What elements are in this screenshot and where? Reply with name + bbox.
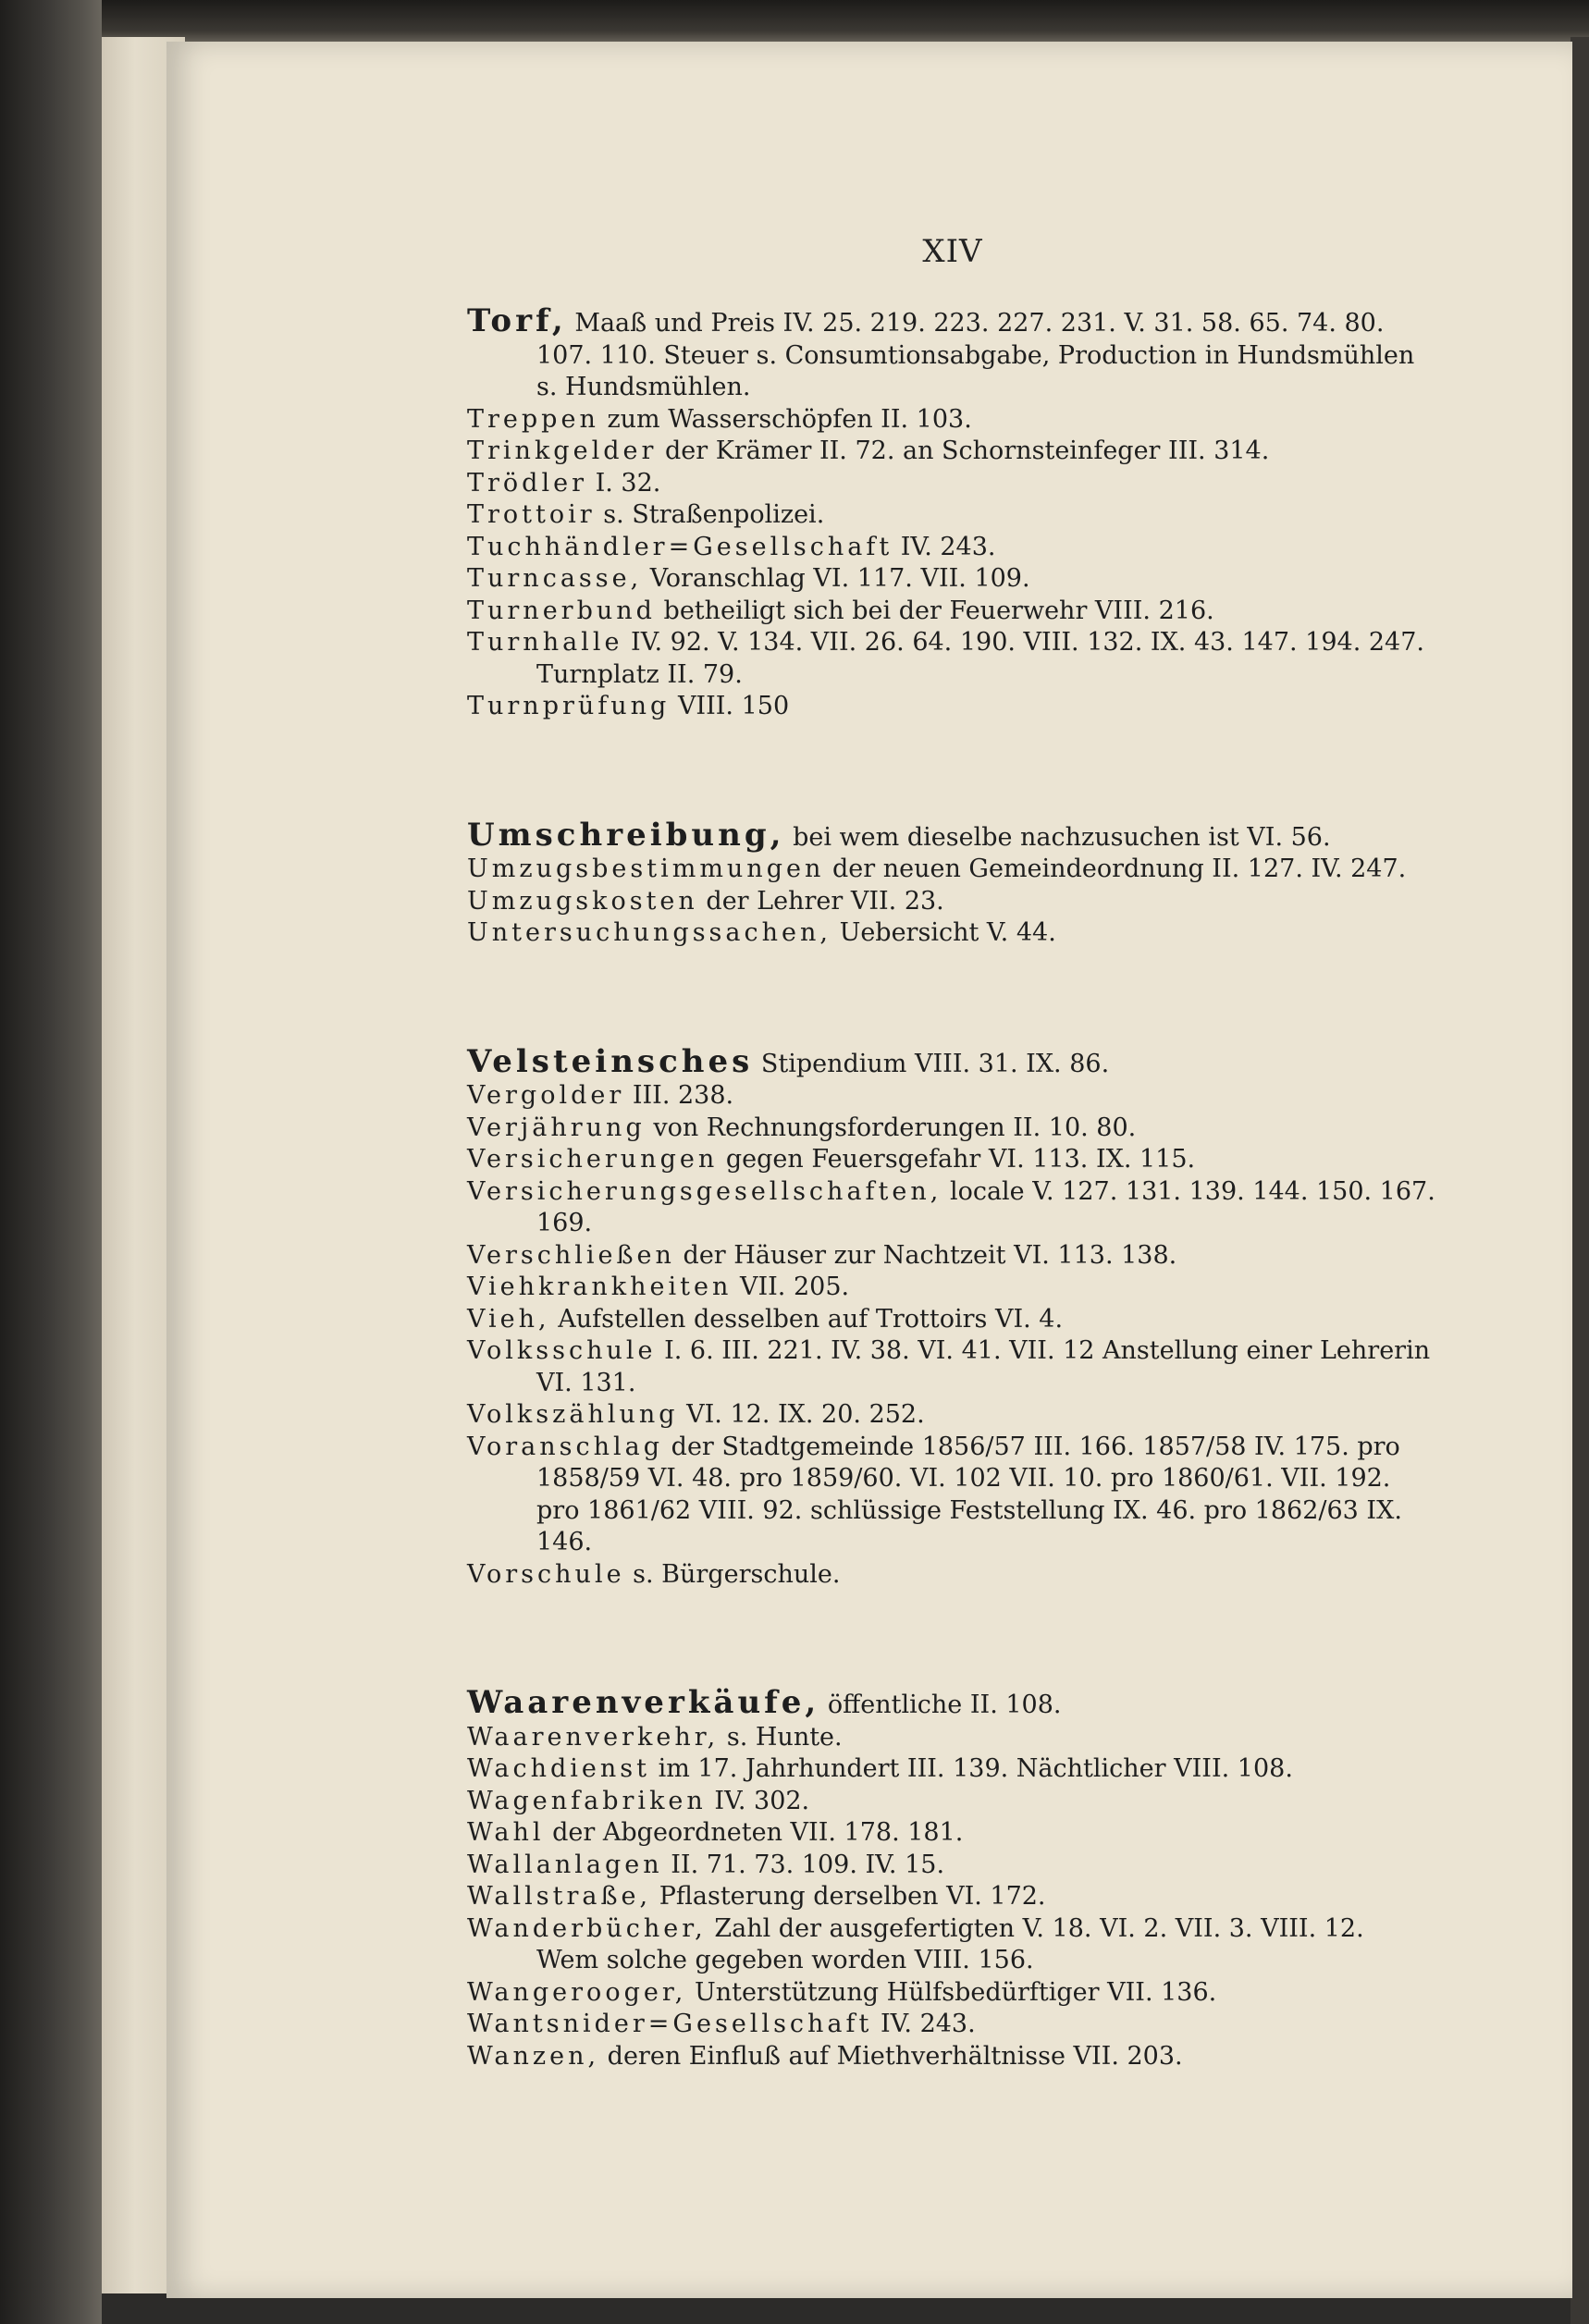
index-entry xyxy=(467,1042,1438,1081)
index-keyword: Vergolder xyxy=(467,1081,625,1110)
index-keyword: Versicherungsgesellschaften, xyxy=(467,1176,942,1206)
index-references: im 17. Jahrhundert III. 139. Nächtlicher VIII. 108. xyxy=(658,1754,1293,1783)
index-keyword: Volkszählung xyxy=(467,1400,679,1429)
index-sections xyxy=(467,302,1438,2072)
index-entry xyxy=(467,1240,1438,1273)
index-references: VII. 205. xyxy=(739,1273,850,1301)
index-keyword: Trinkgelder xyxy=(467,437,658,465)
index-keyword: Voranschlag xyxy=(467,1432,664,1461)
index-entry xyxy=(467,468,1438,500)
index-keyword: Wagenfabriken xyxy=(467,1786,707,1815)
index-references: Aufstellen desselben auf Trottoirs VI. 4. xyxy=(558,1304,1064,1334)
index-entry xyxy=(467,1432,1438,1559)
index-keyword: Umschreibung, xyxy=(467,816,785,854)
index-references: Zahl der ausgefertigten V. 18. VI. 2. VII. 3. VIII. 12. xyxy=(714,1913,1364,1943)
index-references: betheiligt sich bei der Feuerwehr VIII. 216. xyxy=(663,596,1214,625)
index-keyword: Wanzen, xyxy=(467,2041,600,2071)
index-keyword: Umzugsbestimmungen xyxy=(467,855,825,883)
section-gap xyxy=(467,723,1438,819)
index-entry xyxy=(467,2009,1438,2041)
index-references: von Rechnungsforderungen II. 10. 80. xyxy=(653,1113,1137,1142)
index-entry xyxy=(467,1144,1438,1176)
index-keyword: Wangerooger, xyxy=(467,1977,687,2007)
index-entry xyxy=(467,1080,1438,1113)
index-references: der Stadtgemeinde 1856/57 III. 166. 1857/58 IV. 175. pro 1858/59 VI. 48. pro 1859/60. VI. 102 VII. 10. pro 1860/61. VII. 192. pro 1861/62 VIII. 92. schlüssige Feststellung IX. 46. pro 1862/63 IX. 146. xyxy=(536,1432,1402,1556)
index-entry xyxy=(467,691,1438,723)
index-references: Pflasterung derselben VI. 172. xyxy=(659,1882,1046,1911)
index-entry xyxy=(467,404,1438,437)
index-references: IV. 243. xyxy=(900,532,996,561)
index-entry xyxy=(467,2041,1438,2073)
index-keyword: Untersuchungssachen, xyxy=(467,918,831,947)
index-entry xyxy=(467,917,1438,950)
index-keyword: Tuchhändler=Gesellschaft xyxy=(467,532,893,561)
index-keyword: Wallanlagen xyxy=(467,1850,663,1879)
index-entry xyxy=(467,436,1438,468)
index-keyword: Turncasse, xyxy=(467,564,643,593)
index-section-w xyxy=(467,1684,1438,2072)
index-entry xyxy=(467,1817,1438,1850)
index-keyword: Wanderbücher, xyxy=(467,1913,707,1943)
index-entry xyxy=(467,1881,1438,1913)
index-entry xyxy=(467,1272,1438,1304)
index-keyword: Wantsnider=Gesellschaft xyxy=(467,2010,873,2038)
index-section-t xyxy=(467,302,1438,723)
index-references: der Abgeordneten VII. 178. 181. xyxy=(552,1818,964,1847)
index-references: öffentliche II. 108. xyxy=(827,1691,1062,1719)
index-references: der neuen Gemeindeordnung II. 127. IV. 247. xyxy=(831,855,1407,883)
index-keyword: Versicherungen xyxy=(467,1145,719,1174)
index-entry xyxy=(467,816,1438,855)
index-entry xyxy=(467,1786,1438,1818)
page-number: XIV xyxy=(922,233,983,270)
index-entry xyxy=(467,627,1438,691)
index-references: der Häuser zur Nachtzeit VI. 113. 138. xyxy=(683,1240,1177,1270)
index-keyword: Waarenverkehr, xyxy=(467,1722,720,1752)
index-entry xyxy=(467,1753,1438,1786)
index-entry xyxy=(467,1113,1438,1145)
index-content xyxy=(467,302,1438,2072)
index-keyword: Turnprüfung xyxy=(467,692,671,720)
index-entry xyxy=(467,886,1438,918)
index-entry xyxy=(467,854,1438,886)
index-keyword: Umzugskosten xyxy=(467,886,698,916)
index-references: s. Bürgerschule. xyxy=(633,1559,841,1589)
index-references: Maaß und Preis IV. 25. 219. 223. 227. 231. V. 31. 58. 65. 74. 80. 107. 110. Steuer s. Consumtionsabgabe, Production in Hundsmühlen s. Hundsmühlen. xyxy=(536,309,1415,401)
index-references: der Krämer II. 72. an Schornsteinfeger III. 314. xyxy=(664,437,1270,465)
book-right-edge xyxy=(1571,37,1589,2324)
index-section-u xyxy=(467,816,1438,950)
index-references: I. 32. xyxy=(595,468,661,498)
index-entry xyxy=(467,1399,1438,1432)
index-references: Unterstützung Hülfsbedürftiger VII. 136. xyxy=(694,1977,1217,2007)
index-references: s. Hunte. xyxy=(726,1722,843,1752)
index-references: IV. 302. xyxy=(714,1786,810,1815)
index-entry xyxy=(467,1722,1438,1754)
index-keyword: Viehkrankheiten xyxy=(467,1273,733,1301)
index-keyword: Torf, xyxy=(467,302,567,339)
index-entry xyxy=(467,1945,1438,1977)
index-references: der Lehrer VII. 23. xyxy=(706,886,944,916)
index-references: Uebersicht V. 44. xyxy=(839,918,1056,947)
index-keyword: Verschließen xyxy=(467,1240,675,1270)
index-entry xyxy=(467,499,1438,532)
index-keyword: Vieh, xyxy=(467,1304,550,1334)
index-entry xyxy=(467,1977,1438,2010)
index-keyword: Turnhalle xyxy=(467,628,623,657)
index-entry xyxy=(467,1304,1438,1336)
index-entry xyxy=(467,596,1438,628)
index-entry xyxy=(467,1335,1438,1399)
index-keyword: Wallstraße, xyxy=(467,1882,652,1911)
index-entry xyxy=(467,532,1438,564)
index-references: locale V. 127. 131. 139. 144. 150. 167. 169. xyxy=(536,1176,1435,1237)
index-keyword: Volksschule xyxy=(467,1336,657,1365)
index-references: I. 6. III. 221. IV. 38. VI. 41. VII. 12 Anstellung einer Lehrerin VI. 131. xyxy=(536,1336,1431,1397)
index-entry xyxy=(467,1176,1438,1240)
index-references: VI. 12. IX. 20. 252. xyxy=(686,1400,925,1429)
index-references: Voranschlag VI. 117. VII. 109. xyxy=(649,564,1030,593)
index-references: IV. 92. V. 134. VII. 26. 64. 190. VIII. 132. IX. 43. 147. 194. 247. Turnplatz II. 79. xyxy=(536,628,1424,689)
book-spine xyxy=(0,0,102,2324)
index-references: zum Wasserschöpfen II. 103. xyxy=(607,404,972,434)
section-gap xyxy=(467,950,1438,1046)
index-keyword: Turnerbund xyxy=(467,596,656,625)
index-keyword: Velsteinsches xyxy=(467,1042,754,1080)
book-top-edge xyxy=(102,0,1589,44)
index-keyword: Waarenverkäufe, xyxy=(467,1684,820,1721)
index-keyword: Verjährung xyxy=(467,1113,646,1142)
index-references: II. 71. 73. 109. IV. 15. xyxy=(671,1850,945,1879)
index-references: III. 238. xyxy=(632,1081,734,1110)
index-references: s. Straßenpolizei. xyxy=(603,500,825,529)
index-references: gegen Feuersgefahr VI. 113. IX. 115. xyxy=(725,1145,1196,1174)
index-references: IV. 243. xyxy=(880,2010,976,2038)
index-entry xyxy=(467,1559,1438,1592)
index-references: VIII. 150 xyxy=(677,692,790,720)
index-entry xyxy=(467,1684,1438,1722)
index-keyword: Trottoir xyxy=(467,500,596,529)
index-entry xyxy=(467,563,1438,596)
index-references: bei wem dieselbe nachzusuchen ist VI. 56. xyxy=(793,822,1331,852)
index-keyword: Vorschule xyxy=(467,1559,625,1589)
index-section-v xyxy=(467,1042,1438,1592)
section-gap xyxy=(467,1591,1438,1687)
index-entry xyxy=(467,302,1438,404)
index-references: deren Einfluß auf Miethverhältnisse VII. 203. xyxy=(607,2041,1183,2071)
index-keyword: Treppen xyxy=(467,404,599,434)
index-references: Wem solche gegeben worden VIII. 156. xyxy=(536,1946,1034,1974)
index-keyword: Wachdienst xyxy=(467,1754,651,1783)
index-keyword: Wahl xyxy=(467,1818,545,1847)
index-entry xyxy=(467,1850,1438,1882)
index-references: Stipendium VIII. 31. IX. 86. xyxy=(760,1049,1110,1078)
index-keyword: Trödler xyxy=(467,468,587,498)
index-entry xyxy=(467,1913,1438,1946)
